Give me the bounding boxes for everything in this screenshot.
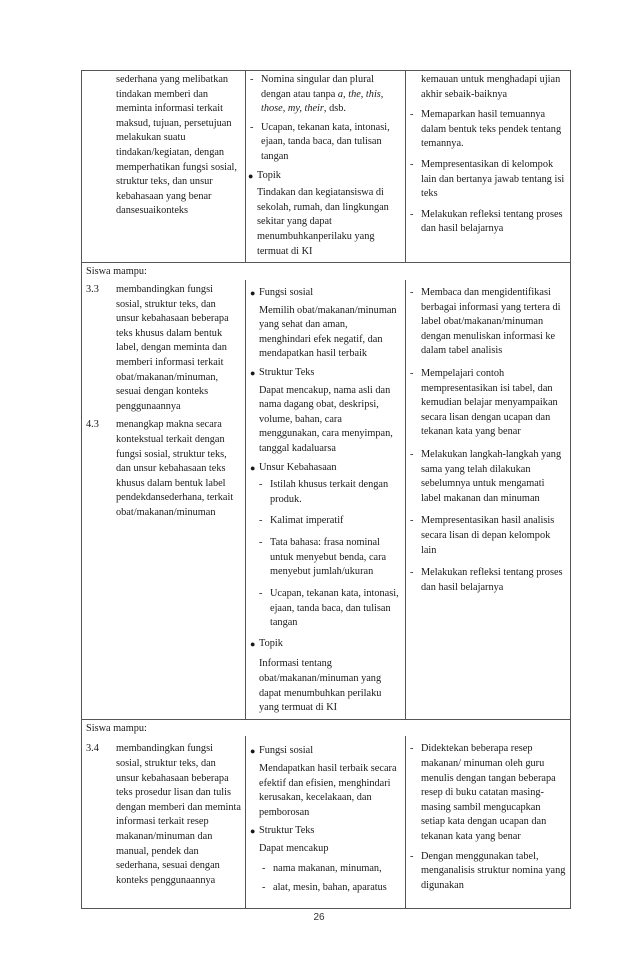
section-unsur-kebahasaan: ● Unsur Kebahasaan xyxy=(250,461,401,476)
syllabus-table xyxy=(81,70,571,909)
table-row xyxy=(82,263,571,280)
list-item: - Tata bahasa: frasa nominal untuk menyebut benda, cara menyebut jumlah/ukuran xyxy=(259,537,387,578)
table-row xyxy=(82,280,571,719)
article-examples: a, the, this, those, my, their xyxy=(261,88,384,115)
list-item: - nama makanan, minuman, xyxy=(262,862,382,874)
kd-cell xyxy=(82,736,246,908)
kd-continued-text: sederhana yang melibatkan tindakan memberi dan meminta informasi terkait maksud, tujuan, persetujuan melakukan suatu tindakan/kegiatan, dengan memperhatikan fungsi sosial, struktur teks, dan unsur kebahasaan yang benar dansesuaikonteks xyxy=(116,74,237,217)
materi-cell xyxy=(246,736,406,908)
unsur-list xyxy=(259,478,401,630)
kd-item: 3.3 membandingkan fungsi sosial, struktur teks, dan unsur kebahasaan beberapa teks khusus dalam bentuk label, dengan meminta dan memberi informasi terkait obat/makanan/minuman, sesuai dengan konteks penggunaannya xyxy=(86,283,229,412)
bullet-icon: ● xyxy=(250,826,256,837)
row-header xyxy=(82,719,571,736)
list-item: - Memaparkan hasil temuannya dalam bentuk teks pendek tentang temannya. xyxy=(410,109,562,150)
section-struktur-teks: ● Struktur Teks xyxy=(250,366,401,381)
bullet-icon: ● xyxy=(250,367,256,378)
table-row xyxy=(82,71,571,263)
table-row xyxy=(82,736,571,908)
list-item: - Didektekan beberapa resep makanan/ minuman oleh guru menulis dengan tangan beberapa resep di buku catatan masing-masing sambil mengucapkan setiap kata dengan ucapan dan tekanan kata yang benar xyxy=(410,743,556,843)
section-struktur-teks: ● Struktur Teks xyxy=(250,824,401,839)
struktur-text: Dapat mencakup, nama asli dan nama dagang obat, deskripsi, volume, bahan, cara menggunakan, cara menyimpan, tanggal kadaluarsa xyxy=(259,384,393,455)
kd-item: 4.3 menangkap makna secara kontekstual terkait dengan fungsi sosial, struktur teks, dan unsur kebahasaan teks khusus dalam bentuk label pendekdansederhana, terkait obat/makanan/minuman xyxy=(86,419,234,519)
section-topik: ● Topik xyxy=(250,637,401,652)
materi-cell xyxy=(246,71,406,263)
bullet-icon: ● xyxy=(250,638,256,649)
kd-item: 3.4 membandingkan fungsi sosial, struktur teks, dan unsur kebahasaan beberapa teks prosedur lisan dan tulis dengan memberi dan meminta informasi terkait resep makanan/minuman dan manual, pendek dan sederhana, sesuai dengan konteks penggunaannya xyxy=(86,743,241,886)
table-row xyxy=(82,719,571,736)
topik-text: Informasi tentang obat/makanan/minuman yang dapat menumbuhkan perilaku yang termuat di KI xyxy=(259,658,382,714)
list-item: - Melakukan langkah-langkah yang sama yang telah dilakukan sebelumnya untuk mengamati label makanan dan minuman xyxy=(410,449,562,504)
list-item: - Nomina singular dan plural dengan atau tanpa a, the, this, those, my, their, dsb. xyxy=(250,74,384,115)
kd-cell xyxy=(82,71,246,263)
kegiatan-cell xyxy=(406,736,571,908)
bullet-icon: ● xyxy=(250,746,256,757)
list-item: - Ucapan, tekanan kata, intonasi, ejaan, tanda baca, dan tulisan tangan xyxy=(250,121,390,163)
list-item: - alat, mesin, bahan, aparatus xyxy=(262,882,387,894)
list-item: - Ucapan, tekanan kata, intonasi, ejaan, tanda baca, dan tulisan tangan xyxy=(259,587,399,629)
list-item: - Mempresentasikan di kelompok lain dan bertanya jawab tentang isi teks xyxy=(410,159,565,200)
kegiatan-cell xyxy=(406,280,571,719)
kd-cell xyxy=(82,280,246,719)
fungsi-text: Mendapatkan hasil terbaik secara efektif dan efisien, menghindari kerusakan, kecelakaan, dan pemborosan xyxy=(259,762,397,818)
section-fungsi-sosial: ● Fungsi sosial xyxy=(250,286,401,301)
list-item: - Mempelajari contoh mempresentasikan isi tabel, dan kemudian belajar menyampaikan secara lisan dengan ucapan dan tekanan kata yang benar xyxy=(410,367,558,438)
bullet-icon: ● xyxy=(248,170,254,181)
list-item: - Istilah khusus terkait dengan produk. xyxy=(259,479,389,505)
materi-cell xyxy=(246,280,406,719)
siswa-mampu-label: Siswa mampu: xyxy=(86,266,147,278)
list-item: - Melakukan refleksi tentang proses dan hasil belajarnya xyxy=(410,208,563,235)
page-number: 26 xyxy=(313,912,325,923)
topik-text: Tindakan dan kegiatansiswa di sekolah, rumah, dan lingkungan sekitar yang dapat menumbuhkanperilaku yang termuat di KI xyxy=(257,187,389,257)
kegiatan-continued-text: kemauan untuk menghadapi ujian akhir sebaik-baiknya xyxy=(421,74,561,100)
kegiatan-cell xyxy=(406,71,571,263)
bullet-icon: ● xyxy=(250,287,256,298)
siswa-mampu-label: Siswa mampu: xyxy=(86,722,147,734)
bullet-icon: ● xyxy=(250,462,256,473)
section-fungsi-sosial: ● Fungsi sosial xyxy=(250,744,401,759)
list-item: - Melakukan refleksi tentang proses dan hasil belajarnya xyxy=(410,567,563,593)
struktur-list xyxy=(259,862,401,896)
fungsi-text: Memilih obat/makanan/minuman yang sehat dan aman, menghindari efek negatif, dan mendapatkan hasil terbaik xyxy=(259,304,397,360)
section-topik: ● Topik xyxy=(248,169,401,184)
list-item: - Dengan menggunakan tabel, menganalisis struktur nomina yang digunakan xyxy=(410,850,566,891)
list-item: - Kalimat imperatif xyxy=(259,515,344,527)
struktur-text: Dapat mencakup xyxy=(259,843,329,855)
row-header xyxy=(82,263,571,280)
list-item: - Membaca dan mengidentifikasi berbagai informasi yang tertera di label obat/makanan/minuman dengan menuliskan informasi ke dalam tabel analisis xyxy=(410,286,561,357)
list-item: - Mempresentasikan hasil analisis secara lisan di depan kelompok lain xyxy=(410,515,555,556)
